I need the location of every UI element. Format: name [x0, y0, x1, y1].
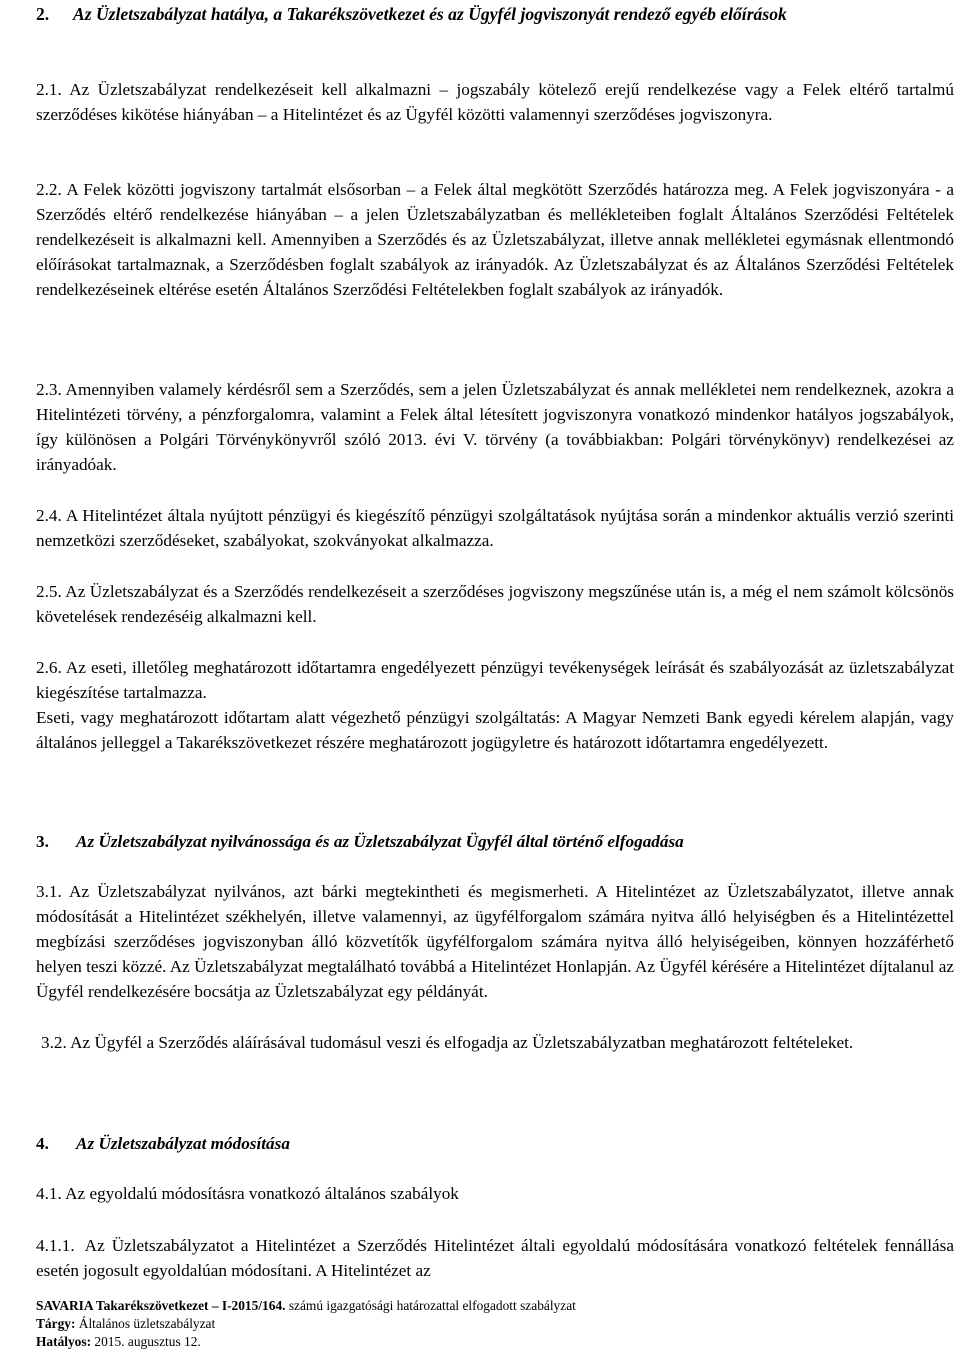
paragraph-4-1-1 — [36, 1233, 954, 1283]
section-2-title: Az Üzletszabályzat hatálya, a Takarékszövetkezet és az Ügyfél jogviszonyát rendező egyéb előírások — [73, 4, 787, 24]
paragraph-3-1: 3.1. Az Üzletszabályzat nyilvános, azt bárki megtekintheti és megismerheti. A Hitelintézet az Üzletszabályzatot, illetve annak módosítását a Hitelintézet székhelyén, illetve valamennyi, az ügyfélforgalom számára nyitva álló helyiségben és a Hitelintézettel megbízási szerződéses jogviszonyban álló közvetítők ügyfélforgalom számára nyitva álló helyiségeiben, könnyen hozzáférhető helyen teszi közzé. Az Üzletszabályzat megtalálható továbbá a Hitelintézet Honlapján. Az Ügyfél kérésére a Hitelintézet díjtalanul az Ügyfél rendelkezésére bocsátja az Üzletszabályzat egy példányát. — [36, 882, 954, 1001]
paragraph-2-3: 2.3. Amennyiben valamely kérdésről sem a Szerződés, sem a jelen Üzletszabályzat és annak mellékletei nem rendelkeznek, azokra a Hitelintézeti törvény, a pénzforgalomra, valamint a Felek által létesített jogviszonyra vonatkozó mindenkor hatályos jogszabályok, így különösen a Polgári Törvénykönyvről szóló 2013. évi V. törvény (a továbbiakban: Polgári törvénykönyv) rendelkezései az irányadóak. — [36, 380, 954, 474]
paragraph-2-6: 2.6. Az eseti, illetőleg meghatározott időtartamra engedélyezett pénzügyi tevékenységek leírását és szabályozását az üzletszabályzat kiegészítése tartalmazza. — [36, 658, 954, 702]
paragraph-2-5: 2.5. Az Üzletszabályzat és a Szerződés rendelkezéseit a szerződéses jogviszony megszűnése után is, a még el nem számolt kölcsönös követelések rendezéséig alkalmazni kell. — [36, 582, 954, 626]
paragraph-4-1-1-number: 4.1.1. — [36, 1236, 75, 1255]
section-4-heading — [36, 1131, 954, 1156]
paragraph-4-1-1-text: Az Üzletszabályzatot a Hitelintézet a Szerződés Hitelintézet általi egyoldalú módosítására vonatkozó feltételek fennállása esetén jogosult egyoldalúan módosítani. A Hitelintézet az — [36, 1236, 954, 1280]
section-3-title: Az Üzletszabályzat nyilvánossága és az Üzletszabályzat Ügyfél által történő elfogadása — [76, 832, 684, 851]
section-4-title: Az Üzletszabályzat módosítása — [76, 1134, 290, 1153]
paragraph-3-2: 3.2. Az Ügyfél a Szerződés aláírásával tudomásul veszi és elfogadja az Üzletszabályzatban meghatározott feltételeket. — [41, 1033, 854, 1052]
page-footer — [36, 1297, 936, 1351]
section-3-heading — [36, 829, 954, 854]
footer-decision-number: – I-2015/164. — [208, 1298, 286, 1313]
paragraph-2-2: 2.2. A Felek közötti jogviszony tartalmát elsősorban – a Felek által megkötött Szerződés határozza meg. A Felek jogviszonyára - a Szerződés eltérő rendelkezése hiányában – a jelen Üzletszabályzatban és mellékleteiben foglalt Általános Szerződési Feltételek rendelkezéseit is alkalmazni kell. Amennyiben a Szerződés és az Üzletszabályzat, illetve annak mellékletei egymásnak ellentmondó előírásokat tartalmaznak, a Szerződésben foglalt szabályok az irányadók. Az Üzletszabályzat és az Általános Szerződési Feltételek rendelkezéseinek eltérése esetén Általános Szerződési Feltételekben foglalt szabályok az irányadók. — [36, 180, 954, 299]
paragraph-2-4: 2.4. A Hitelintézet általa nyújtott pénzügyi és kiegészítő pénzügyi szolgáltatások nyújtása során a mindenkor aktuális verzió szerinti nemzetközi szerződéseket, szabályokat, szokványokat alkalmazza. — [36, 506, 954, 550]
footer-effective-date: 2015. augusztus 12. — [91, 1334, 201, 1349]
section-2-number: 2. — [36, 4, 50, 24]
footer-effective-label: Hatályos: — [36, 1334, 92, 1349]
section-4-number: 4. — [36, 1134, 49, 1153]
footer-decision-text: számú igazgatósági határozattal elfogadott szabályzat — [285, 1298, 576, 1313]
paragraph-2-1: 2.1. Az Üzletszabályzat rendelkezéseit kell alkalmazni – jogszabály kötelező erejű rendelkezése vagy a Felek eltérő tartalmú szerződéses kikötése hiányában – a Hitelintézet és az Ügyfél közötti valamennyi szerződéses jogviszonyra. — [36, 80, 954, 124]
footer-subject-label: Tárgy: — [36, 1316, 76, 1331]
paragraph-4-1: 4.1. Az egyoldalú módosításra vonatkozó általános szabályok — [36, 1184, 459, 1203]
footer-organization: SAVARIA Takarékszövetkezet — [36, 1298, 209, 1313]
section-3-number: 3. — [36, 832, 49, 851]
footer-line-3 — [36, 1333, 936, 1351]
footer-line-2 — [36, 1315, 936, 1333]
footer-subject: Általános üzletszabályzat — [75, 1316, 216, 1331]
paragraph-2-6-continued: Eseti, vagy meghatározott időtartam alatt végezhető pénzügyi szolgáltatás: A Magyar Nemzeti Bank egyedi kérelem alapján, vagy általános jelleggel a Takarékszövetkezet részére meghatározott jogügyletre és határozott időtartamra engedélyezett. — [36, 708, 954, 752]
footer-line-1 — [36, 1297, 936, 1315]
section-2-heading — [36, 2, 954, 27]
